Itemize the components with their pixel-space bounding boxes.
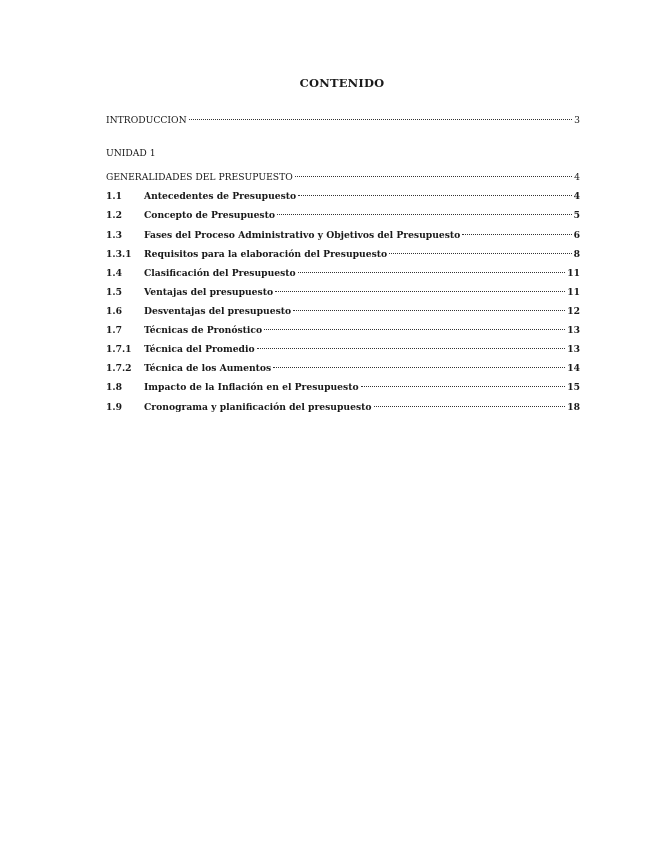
toc-entry-label: Ventajas del presupuesto bbox=[144, 287, 274, 298]
toc-entry[interactable] bbox=[106, 357, 580, 374]
dot-leader bbox=[275, 281, 565, 295]
dot-leader bbox=[361, 376, 566, 390]
toc-entry-label: Impacto de la Inflación en el Presupuesto bbox=[144, 382, 359, 393]
dot-leader bbox=[277, 204, 572, 218]
toc-entry-page: 14 bbox=[567, 363, 580, 374]
toc-entry-number: 1.7 bbox=[106, 325, 122, 336]
toc-entry-number: 1.1 bbox=[106, 191, 122, 202]
toc-entry-label: Concepto de Presupuesto bbox=[144, 210, 275, 221]
toc-entry-page: 11 bbox=[567, 268, 580, 279]
toc-entry[interactable] bbox=[106, 300, 580, 317]
toc-entry-label: GENERALIDADES DEL PRESUPUESTO bbox=[106, 172, 293, 183]
toc-entry-label: Clasificación del Presupuesto bbox=[144, 268, 296, 279]
toc-entry-page: 5 bbox=[573, 210, 580, 221]
toc-entry-introduccion[interactable] bbox=[106, 109, 580, 126]
toc-entry-page: 15 bbox=[567, 382, 580, 393]
toc-entry-number: 1.3.1 bbox=[106, 249, 132, 260]
toc-entry-number: 1.3 bbox=[106, 230, 122, 241]
toc-entry-label: Cronograma y planificación del presupuesto bbox=[144, 402, 372, 413]
dot-leader bbox=[389, 243, 571, 257]
toc-entry-number: 1.5 bbox=[106, 287, 122, 298]
dot-leader bbox=[264, 319, 565, 333]
toc-entry-number: 1.7.1 bbox=[106, 344, 132, 355]
toc-entry-label: Desventajas del presupuesto bbox=[144, 306, 292, 317]
toc-entry-number: 1.8 bbox=[106, 382, 122, 393]
dot-leader bbox=[298, 185, 571, 199]
dot-leader bbox=[293, 300, 565, 314]
toc-entry[interactable] bbox=[106, 319, 580, 336]
toc-entry-page: 4 bbox=[574, 172, 580, 183]
dot-leader bbox=[374, 396, 566, 410]
page-title: CONTENIDO bbox=[299, 76, 385, 90]
dot-leader bbox=[462, 224, 571, 238]
toc-entry[interactable] bbox=[106, 262, 580, 279]
toc-entry-page: 12 bbox=[567, 306, 580, 317]
toc-entry-label: Técnica del Promedio bbox=[144, 344, 255, 355]
toc-entry-page: 11 bbox=[567, 287, 580, 298]
toc-entry-label: Requisitos para la elaboración del Presupuesto bbox=[144, 249, 388, 260]
dot-leader bbox=[273, 357, 565, 371]
toc-entry-label: Fases del Proceso Administrativo y Objetivos del Presupuesto bbox=[144, 230, 461, 241]
dot-leader bbox=[257, 338, 566, 352]
toc-entry-label: Técnica de los Aumentos bbox=[144, 363, 272, 374]
toc-entry-page: 4 bbox=[573, 191, 580, 202]
dot-leader bbox=[189, 109, 573, 123]
toc-entry-generalidades[interactable] bbox=[106, 166, 580, 183]
toc-entry[interactable] bbox=[106, 185, 580, 202]
dot-leader bbox=[295, 166, 572, 180]
toc-entry-number: 1.9 bbox=[106, 402, 122, 413]
toc-entry-page: 13 bbox=[567, 325, 580, 336]
toc-entry[interactable] bbox=[106, 243, 580, 260]
toc-entry[interactable] bbox=[106, 338, 580, 355]
toc-entry[interactable] bbox=[106, 224, 580, 241]
toc-entry-number: 1.7.2 bbox=[106, 363, 132, 374]
toc-entry-number: 1.6 bbox=[106, 306, 122, 317]
toc-entry-label: Técnicas de Pronóstico bbox=[144, 325, 263, 336]
toc-entry-label: Antecedentes de Presupuesto bbox=[144, 191, 297, 202]
toc-entry-number: 1.2 bbox=[106, 210, 122, 221]
toc-entry-page: 6 bbox=[573, 230, 580, 241]
toc-entry[interactable] bbox=[106, 281, 580, 298]
toc-entry[interactable] bbox=[106, 396, 580, 413]
dot-leader bbox=[298, 262, 566, 276]
toc-entry-page: 8 bbox=[573, 249, 580, 260]
toc-entry-page: 13 bbox=[567, 344, 580, 355]
toc-entry[interactable] bbox=[106, 376, 580, 393]
unit-heading: UNIDAD 1 bbox=[106, 148, 156, 159]
toc-entry-page: 18 bbox=[567, 402, 580, 413]
toc-entry-number: 1.4 bbox=[106, 268, 122, 279]
toc-entry[interactable] bbox=[106, 204, 580, 221]
toc-entry-page: 3 bbox=[574, 115, 580, 126]
toc-entry-label: INTRODUCCION bbox=[106, 115, 187, 126]
